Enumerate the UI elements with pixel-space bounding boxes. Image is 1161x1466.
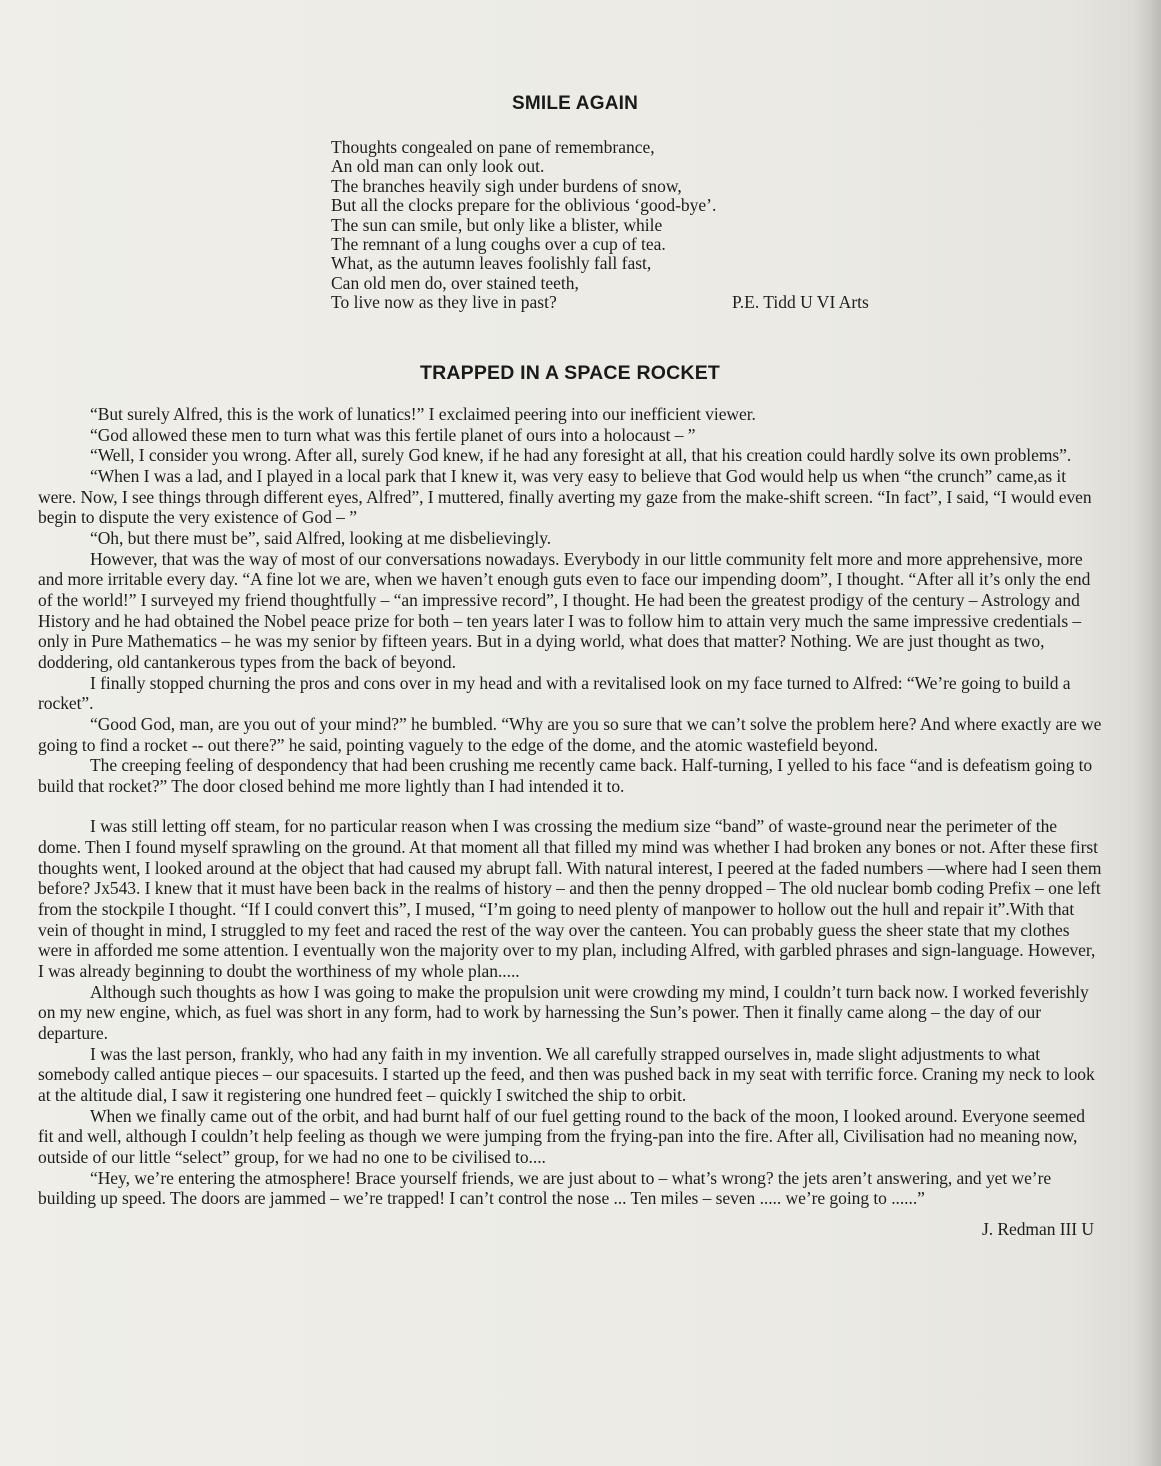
poem-author: P.E. Tidd U VI Arts bbox=[732, 292, 869, 313]
story-paragraph: Although such thoughts as how I was going to make the propulsion unit were crowding my mind, I couldn’t turn back now. I worked feverishly on my new engine, which, as fuel was short in any form, had to work by harnessing the Sun’s power. Then it finally came along – the day of our departure. bbox=[38, 981, 1089, 1044]
story-paragraph: “Hey, we’re entering the atmosphere! Brace yourself friends, we are just about to – what’s wrong? the jets aren’t answering, and yet we’re building up speed. The doors are jammed – we’re trapped! I can’t control the nose ... Ten miles – seven ..... we’re going to ......” bbox=[38, 1167, 1052, 1209]
story-paragraph: The creeping feeling of despondency that had been crushing me recently came back. Half-turning, I yelled to his face “and is defeatism going to build that rocket?” The door closed behind me more lightly than I had intended it to. bbox=[38, 755, 1093, 796]
poem-line: But all the clocks prepare for the oblivious ‘good-bye’. bbox=[331, 195, 717, 216]
story-body bbox=[38, 404, 1104, 1240]
poem-body bbox=[331, 138, 931, 313]
story-paragraph: However, that was the way of most of our conversations nowadays. Everybody in our little community felt more and more apprehensive, more and more irritable every day. “A fine lot we are, when we haven’t enough guts even to face our impending doom”, I thought. “After all it’s only the end of the world!” I surveyed my friend thoughtfully – “an impressive record”, I thought. He had been the greatest prodigy of the century – Astrology and History and he had obtained the Nobel peace prize for both – ten years later I was to follow him to attain very much the same impressive credentials – only in Pure Mathematics – he was my senior by fifteen years. But in a dying world, what does that matter? Nothing. We are just thought as two, doddering, old cantankerous types from the back of beyond. bbox=[38, 548, 1091, 672]
story-author: J. Redman III U bbox=[981, 1218, 1094, 1239]
story-paragraph: When we finally came out of the orbit, and had burnt half of our fuel getting round to the back of the moon, I looked around. Everyone seemed fit and well, although I couldn’t help feeling as though we were jumping from the frying-pan into the fire. After all, Civilisation had no meaning now, outside of our little “select” group, for we had no one to be civilised to.... bbox=[38, 1105, 1086, 1167]
poem-line: To live now as they live in past? bbox=[331, 292, 557, 313]
story-paragraph: “God allowed these men to turn what was this fertile planet of ours into a holocaust – ” bbox=[90, 424, 696, 445]
story-paragraph: I was the last person, frankly, who had any faith in my invention. We all carefully strapped ourselves in, made slight adjustments to what somebody called antique pieces – our spacesuits. I started up the feed, and then was pushed back in my seat with terrific force. Craning my neck to look at the altitude dial, I saw it registering one hundred feet – quickly I switched the ship to orbit. bbox=[38, 1043, 1095, 1105]
poem-last-line-row bbox=[331, 293, 931, 312]
poem-line: An old man can only look out. bbox=[331, 156, 545, 177]
poem-line: Can old men do, over stained teeth, bbox=[331, 272, 579, 293]
story-title: TRAPPED IN A SPACE ROCKET bbox=[419, 362, 721, 384]
poem-line: The sun can smile, but only like a blister, while bbox=[331, 214, 663, 235]
poem-line: Thoughts congealed on pane of remembrance, bbox=[331, 137, 655, 157]
poem-title: SMILE AGAIN bbox=[511, 93, 639, 114]
poem-line: The branches heavily sigh under burdens of snow, bbox=[331, 175, 682, 196]
story-paragraph: “Well, I consider you wrong. After all, surely God knew, if he had any foresight at all, that his creation could hardly solve its own problems”. bbox=[90, 445, 1072, 466]
story-paragraph: I finally stopped churning the pros and cons over in my head and with a revitalised look on my face turned to Alfred: “We’re going to build a rocket”. bbox=[38, 672, 1071, 714]
poem-line: The remnant of a lung coughs over a cup of tea. bbox=[331, 234, 666, 255]
poem-line: What, as the autumn leaves foolishly fall fast, bbox=[331, 253, 652, 274]
story-paragraph: “Oh, but there must be”, said Alfred, looking at me disbelievingly. bbox=[90, 527, 552, 548]
story-paragraph: “Good God, man, are you out of your mind?” he bumbled. “Why are you so sure that we can’t solve the problem here? And where exactly are we going to find a rocket -- out there?” he said, pointing vaguely to the edge of the dome, and the atomic wastefield beyond. bbox=[38, 713, 1102, 755]
page-edge-shadow bbox=[1133, 0, 1161, 1466]
story-paragraph: “But surely Alfred, this is the work of lunatics!” I exclaimed peering into our inefficient viewer. bbox=[90, 404, 756, 424]
story-paragraph: “When I was a lad, and I played in a local park that I knew it, was very easy to believe that God would help us when “the crunch” came,as it were. Now, I see things through different eyes, Alfred”, I muttered, finally averting my gaze from the make-shift screen. “In fact”, I said, “I would even begin to dispute the very existence of God – ” bbox=[38, 465, 1092, 528]
story-paragraph: I was still letting off steam, for no particular reason when I was crossing the medium size “band” of waste-ground near the perimeter of the dome. Then I found myself sprawling on the ground. At that moment all that filled my mind was whether I had broken any bones or not. After these first thoughts went, I looked around at the object that had caused my abrupt fall. With natural interest, I peered at the faded numbers —where had I seen them before? Jx543. I knew that it must have been back in the realms of history – and then the penny dropped – The old nuclear bomb coding Prefix – one left from the stockpile I thought. “If I could convert this”, I mused, “I’m going to need plenty of manpower to hollow out the hull and repair it”.With that vein of thought in mind, I struggled to my feet and raced the rest of the way over the canteen. You can probably guess the sheer state that my clothes were in afforded me some attention. I eventually won the majority over to my plan, including Alfred, with garbled phrases and sign-language. However, I was already beginning to doubt the worthiness of my whole plan..... bbox=[38, 816, 1102, 982]
